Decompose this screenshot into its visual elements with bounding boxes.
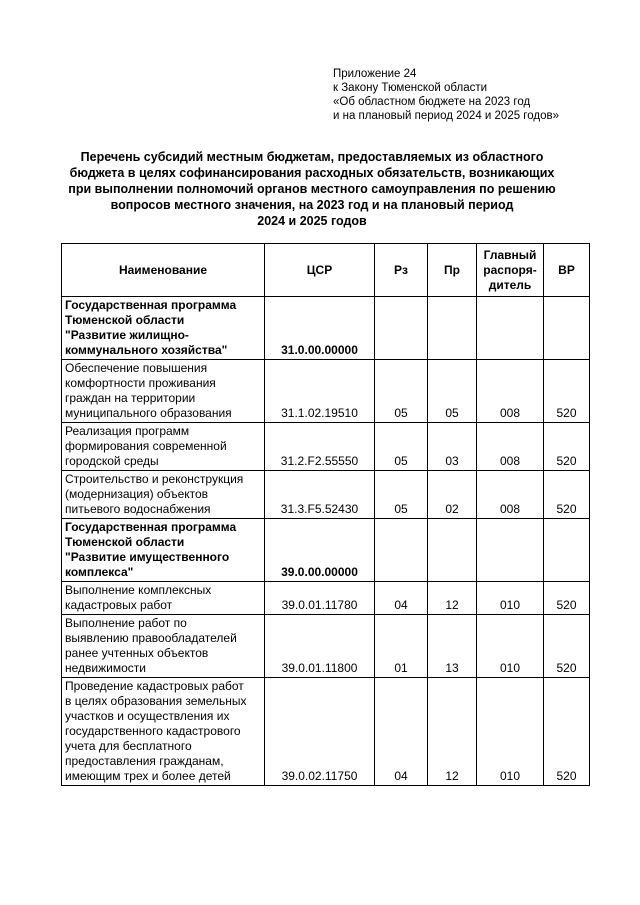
cell-pr: 12 [428,582,477,615]
cell-manager: 008 [477,471,544,519]
cell-name-line: Выполнение работ по [65,616,187,630]
cell-pr [428,519,477,582]
cell-name-line: предоставления гражданам, [65,754,224,768]
cell-name-line: Тюменской области [65,313,185,327]
cell-csr: 39.0.01.11780 [265,582,375,615]
table-row [62,423,590,471]
cell-name-line: выявлению правообладателей [65,631,237,645]
header-manager [477,244,544,297]
cell-name-line: недвижимости [65,661,146,675]
cell-manager: 010 [477,615,544,678]
cell-rz: 01 [375,615,428,678]
cell-vr: 520 [544,471,590,519]
cell-name-line: имеющим трех и более детей [65,769,231,783]
header-manager-line: дитель [488,277,532,292]
cell-name-line: Проведение кадастровых работ [65,679,244,693]
cell-name-line: ранее учтенных объектов [65,646,209,660]
cell-name [62,582,265,615]
cell-name [62,297,265,360]
appendix-line: к Закону Тюменской области [333,82,488,94]
cell-name-line: кадастровых работ [65,598,173,612]
header-csr: ЦСР [265,244,375,297]
cell-manager: 010 [477,678,544,786]
cell-name-line: комфортности проживания [65,376,216,390]
cell-pr: 03 [428,423,477,471]
cell-pr: 12 [428,678,477,786]
table-row [62,615,590,678]
appendix-note [333,67,559,123]
cell-vr: 520 [544,423,590,471]
cell-name-line: Тюменской области [65,535,185,549]
title-line: Перечень субсидий местным бюджетам, предоставляемых из областного [80,150,544,164]
cell-name-line: Государственная программа [65,520,237,534]
title-line: вопросов местного значения, на 2023 год и на плановый период [110,198,514,212]
table-header-row [62,244,590,297]
cell-csr: 39.0.02.11750 [265,678,375,786]
table-row [62,360,590,423]
header-rz: Рз [375,244,428,297]
cell-manager: 008 [477,360,544,423]
cell-csr: 31.2.F2.55550 [265,423,375,471]
cell-name [62,678,265,786]
header-manager-line: Главный [483,247,537,262]
cell-name-line: государственного кадастрового [65,724,241,738]
cell-name-line: питьевого водоснабжения [65,502,211,516]
cell-name-line: (модернизация) объектов [65,487,209,501]
cell-rz: 05 [375,423,428,471]
header-pr: Пр [428,244,477,297]
appendix-line: «Об областном бюджете на 2023 год [333,96,531,108]
cell-name-line: муниципального образования [65,406,232,420]
title-line: при выполнении полномочий органов местного самоуправления по решению [68,182,556,196]
cell-rz: 05 [375,360,428,423]
cell-rz: 05 [375,471,428,519]
cell-vr [544,519,590,582]
cell-name-line: участков и осуществления их [65,709,230,723]
cell-csr: 39.0.01.11800 [265,615,375,678]
cell-name-line: учета для бесплатного [65,739,192,753]
cell-name [62,471,265,519]
cell-vr: 520 [544,582,590,615]
cell-name-line: формирования современной [65,439,227,453]
cell-manager [477,519,544,582]
cell-name-line: Реализация программ [65,424,190,438]
header-name: Наименование [62,244,265,297]
cell-rz [375,519,428,582]
cell-name-line: городской среды [65,454,159,468]
cell-name-line: в целях образования земельных [65,694,247,708]
cell-rz: 04 [375,582,428,615]
cell-pr [428,297,477,360]
appendix-line: Приложение 24 [333,68,417,80]
cell-csr: 31.0.00.00000 [265,297,375,360]
cell-name-line: "Развитие имущественного [65,550,230,564]
cell-rz: 04 [375,678,428,786]
cell-csr: 39.0.00.00000 [265,519,375,582]
cell-name [62,360,265,423]
cell-pr: 02 [428,471,477,519]
header-manager-line: распоря- [483,262,537,277]
cell-rz [375,297,428,360]
cell-manager [477,297,544,360]
cell-vr: 520 [544,678,590,786]
cell-manager: 008 [477,423,544,471]
cell-name-line: Строительство и реконструкция [65,472,244,486]
table-row [62,678,590,786]
appendix-line: и на плановый период 2024 и 2025 годов» [333,110,559,122]
program-row [62,519,590,582]
program-row [62,297,590,360]
header-vr: ВР [544,244,590,297]
cell-name-line: коммунального хозяйства" [65,343,228,357]
cell-name [62,615,265,678]
title-line: 2024 и 2025 годов [257,214,367,228]
table-body [62,297,590,786]
table-row [62,471,590,519]
cell-vr: 520 [544,615,590,678]
subsidies-table [61,243,590,786]
cell-vr [544,297,590,360]
cell-name-line: Государственная программа [65,298,237,312]
cell-name [62,519,265,582]
cell-name-line: Выполнение комплексных [65,583,212,597]
cell-manager: 010 [477,582,544,615]
cell-csr: 31.3.F5.52430 [265,471,375,519]
cell-name [62,423,265,471]
cell-csr: 31.1.02.19510 [265,360,375,423]
cell-name-line: Обеспечение повышения [65,361,208,375]
cell-vr: 520 [544,360,590,423]
cell-name-line: комплекса" [65,565,134,579]
cell-pr: 13 [428,615,477,678]
table-row [62,582,590,615]
title-line: бюджета в целях софинансирования расходных обязательств, возникающих [69,166,555,180]
document-title [62,149,562,229]
cell-name-line: "Развитие жилищно- [65,328,189,342]
cell-pr: 05 [428,360,477,423]
cell-name-line: граждан на территории [65,391,196,405]
